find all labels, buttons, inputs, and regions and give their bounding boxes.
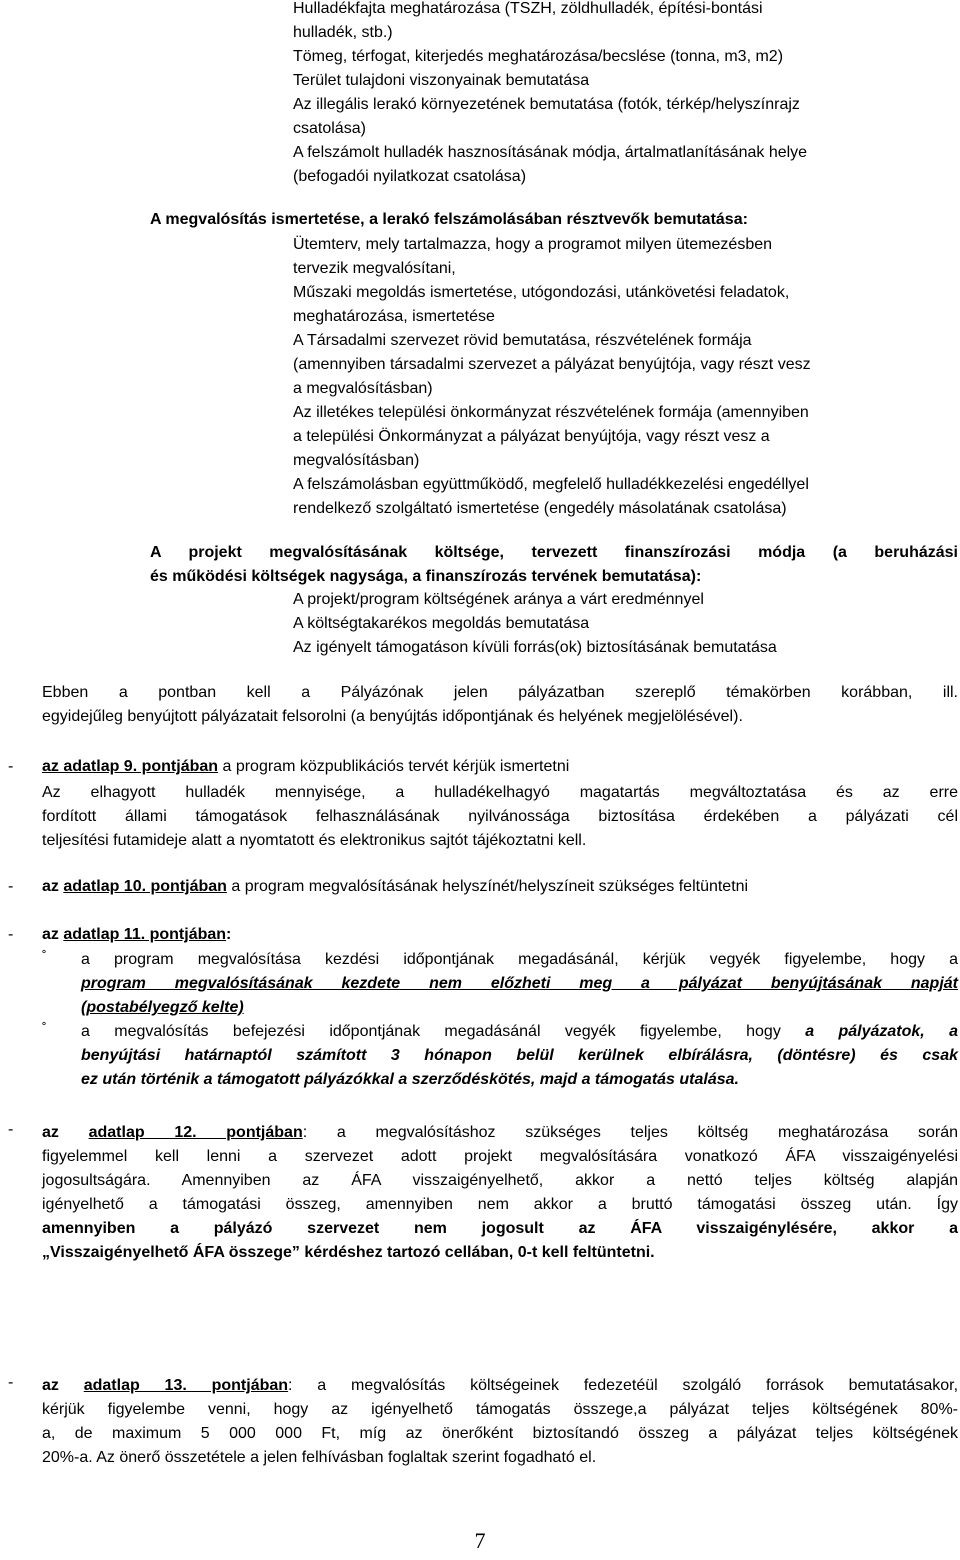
item11-bullet1-line1: a program megvalósítása kezdési időpontjának megadásánál, kérjük vegyék figyelembe, hogy a [81, 951, 958, 968]
item9-line: Az elhagyott hulladék mennyisége, a hulladékelhagyó magatartás megváltoztatása és az erre [42, 784, 958, 801]
item12-prefix: az [42, 1124, 89, 1141]
list-line: csatolása) [293, 120, 366, 137]
item11-bullet2-plain: a megvalósítás befejezési időpontjának megadásánál vegyék figyelembe, hogy [81, 1023, 806, 1040]
list-line: A felszámolt hulladék hasznosításának módja, ártalmatlanításának helye [293, 144, 808, 161]
page-number: 7 [474, 1528, 486, 1553]
item13-line: 20%-a. Az önerő összetétele a jelen felhívásban foglaltak szerint fogadható el. [42, 1449, 597, 1466]
item12-line: jogosultságára. Amennyiben az ÁFA visszaigényelhető, akkor a nettó teljes költség alapján [42, 1172, 958, 1189]
item12-line: igényelhető a támogatási összeg, amennyiben nem akkor a bruttó támogatási összeg után. Így [42, 1196, 958, 1213]
list-line: Az illetékes települési önkormányzat részvételének formája (amennyiben [293, 404, 809, 421]
item10-head [42, 878, 748, 896]
item10-prefix: az [42, 878, 64, 895]
previous-applications-line2: egyidejűleg benyújtott pályázatait felsorolni (a benyújtás időpontjának és helyének megjelölésével). [42, 708, 743, 725]
item9-line: fordított állami támogatások felhasználásának nyilvánossága biztosítása érdekében a pályázati cél [42, 808, 958, 825]
list-line: Hulladékfajta meghatározása (TSZH, zöldhulladék, építési-bontási [293, 0, 763, 17]
list-line: megvalósításban) [293, 452, 420, 469]
list-line: A Társadalmi szervezet rövid bemutatása, részvételének formája [293, 332, 752, 349]
list-line: hulladék, stb.) [293, 24, 393, 41]
item13-line1 [42, 1374, 958, 1398]
bullet-icon: ˚ [42, 1020, 47, 1036]
item11-head [42, 926, 231, 944]
item11-bullet1-line3: (postabélyegző kelte) [81, 999, 244, 1016]
item11-prefix: az [42, 926, 64, 943]
list-line: (amennyiben társadalmi szervezet a pályázat benyújtója, vagy részt vesz [293, 356, 811, 373]
item9-line: teljesítési futamideje alatt a nyomtatott és elektronikus sajtót tájékoztatni kell. [42, 832, 587, 849]
item12-dash: - [8, 1121, 14, 1138]
item11-bullet2-bold: a pályázatok, a [805, 1023, 958, 1040]
item11-ref: adatlap 11. pontjában [63, 926, 227, 943]
cost-heading-line1: A projekt megvalósításának költsége, tervezett finanszírozási módja (a beruházási [150, 544, 958, 561]
item12-rest: : a megvalósításhoz szükséges teljes költség meghatározása során [302, 1124, 958, 1141]
item12-ref: adatlap 12. pontjában [88, 1124, 303, 1141]
item13-line: kérjük figyelembe venni, hogy az igényelhető támogatás összege,a pályázat teljes költségének 80%- [42, 1401, 958, 1418]
item11-bullet2-line3: ez után történik a támogatott pályázókkal a szerződéskötés, majd a támogatás utalása. [81, 1071, 739, 1088]
bullet-icon: ˚ [42, 948, 47, 964]
item11-bullet2-line1 [81, 1020, 958, 1044]
list-line: Műszaki megoldás ismertetése, utógondozási, utánkövetési feladatok, [293, 284, 790, 301]
item9-head [42, 758, 569, 776]
item13-ref: adatlap 13. pontjában [83, 1377, 289, 1394]
item13-prefix: az [42, 1377, 84, 1394]
item11-rest: : [226, 926, 232, 943]
item9-dash: - [8, 758, 14, 775]
list-line: a megvalósításban) [293, 380, 433, 397]
list-line: tervezik megvalósítani, [293, 260, 456, 277]
list-line: (befogadói nyilatkozat csatolása) [293, 168, 527, 185]
item12-line: „Visszaigényelhető ÁFA összege” kérdéshez tartozó cellában, 0-t kell feltüntetni. [42, 1244, 655, 1261]
list-line: Tömeg, térfogat, kiterjedés meghatározása/becslése (tonna, m3, m2) [293, 48, 784, 65]
item11-dash: - [8, 926, 14, 943]
list-line: rendelkező szolgáltató ismertetése (engedély másolatának csatolása) [293, 500, 787, 517]
item13-dash: - [8, 1374, 14, 1391]
item12-line1 [42, 1121, 958, 1145]
item9-ref: az adatlap 9. pontjában [42, 758, 219, 775]
cost-heading-line2: és működési költségek nagysága, a finanszírozás tervének bemutatása): [150, 568, 702, 585]
item13-rest: : a megvalósítás költségeinek fedezetéül szolgáló források bemutatásakor, [288, 1377, 959, 1394]
item11-bullet1-line2: program megvalósításának kezdete nem előzheti meg a pályázat benyújtásának napját [81, 975, 958, 992]
list-line: meghatározása, ismertetése [293, 308, 495, 325]
item12-line: figyelemmel kell lenni a szervezet adott projekt megvalósítására vonatkozó ÁFA visszaigényelési [42, 1148, 958, 1165]
cost-list [293, 588, 953, 660]
list-line: A költségtakarékos megoldás bemutatása [293, 615, 590, 632]
list-line: Az illegális lerakó környezetének bemutatása (fotók, térkép/helyszínrajz [293, 96, 800, 113]
previous-applications-line1: Ebben a pontban kell a Pályázónak jelen pályázatban szereplő témakörben korábban, ill. [42, 684, 958, 701]
realization-list [293, 233, 953, 521]
list-line: A felszámolásban együttműködő, megfelelő hulladékkezelési engedéllyel [293, 476, 809, 493]
realization-heading: A megvalósítás ismertetése, a lerakó felszámolásában résztvevők bemutatása: [150, 211, 748, 228]
item9-rest: a program közpublikációs tervét kérjük ismertetni [218, 758, 570, 775]
item10-dash: - [8, 878, 14, 895]
list-line: a települési Önkormányzat a pályázat benyújtója, vagy részt vesz a [293, 428, 770, 445]
list-line: A projekt/program költségének aránya a várt eredménnyel [293, 591, 704, 608]
item12-line: amennyiben a pályázó szervezet nem jogosult az ÁFA visszaigénylésére, akkor a [42, 1220, 958, 1237]
item11-bullet2-line2: benyújtási határnaptól számított 3 hónapon belül kerülnek elbírálásra, (döntésre) és csak [81, 1047, 958, 1064]
list-line: Ütemterv, mely tartalmazza, hogy a programot milyen ütemezésben [293, 236, 773, 253]
waste-details-list [293, 0, 953, 189]
item10-rest: a program megvalósításának helyszínét/helyszíneit szükséges feltüntetni [226, 878, 749, 895]
item13-line: a, de maximum 5 000 000 Ft, míg az önerőként biztosítandó összeg a pályázat teljes költségének [42, 1425, 958, 1442]
list-line: Terület tulajdoni viszonyainak bemutatása [293, 72, 590, 89]
item10-ref: adatlap 10. pontjában [63, 878, 227, 895]
list-line: Az igényelt támogatáson kívüli forrás(ok) biztosításának bemutatása [293, 639, 777, 656]
